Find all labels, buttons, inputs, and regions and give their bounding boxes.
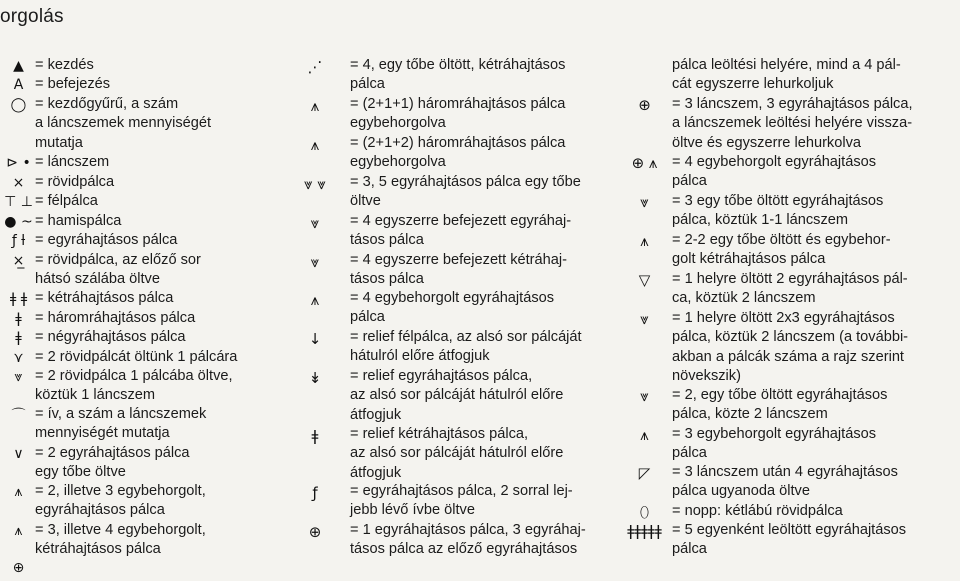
fp-dc-icon: ↡: [308, 369, 322, 387]
slip-stitch-icon: ● ~: [4, 213, 33, 230]
legend-text: = 2-2 egy tőbe öltött és egybehor- golt kétráhajtásos pálca: [672, 232, 891, 268]
legend-text: = egyráhajtásos pálca: [35, 232, 178, 248]
legend-entry: [617, 502, 960, 522]
tr4-decrease-icon: ⩔: [310, 253, 320, 271]
single-crochet-icon: ×: [12, 174, 25, 191]
blank-icon: [617, 56, 672, 76]
legend-text: = 3, 5 egyráhajtásos pálca egy tőbe öltve: [350, 174, 581, 210]
legend-entry: [2, 521, 277, 560]
legend-entry: [617, 56, 960, 95]
v-stitch-icon: ▽: [638, 271, 651, 289]
legend-text: = nopp: kétlábú rövidpálca: [672, 503, 843, 519]
bobble-icon: ⊕: [638, 96, 651, 114]
legend-text: = félpálca: [35, 193, 98, 209]
legend-entry: [2, 56, 277, 75]
legend-text: = 4 egybehorgolt egyráhajtásos pálca: [672, 154, 877, 190]
dc4-cluster-icon: ⩚: [310, 291, 320, 309]
legend-text: = relief egyráhajtásos pálca, az alsó sor pálcáját hátulról előre átfogjuk: [350, 368, 564, 423]
legend-entry: [2, 367, 277, 406]
legend-text: = kezdőgyűrű, a szám a láncszemek mennyiségét mutatja: [35, 96, 212, 151]
legend-text: = 1 egyráhajtásos pálca, 3 egyráhaj- tásos pálca az előző egyráhajtásos: [350, 522, 586, 558]
legend-text: = 2, egy tőbe öltött egyráhajtásos pálca, közte 2 láncszem: [672, 387, 888, 423]
legend-entry: [280, 367, 615, 425]
legend-entry: [2, 558, 277, 577]
circle-ring-icon: ◯: [10, 96, 27, 113]
legend-text: = 3 egy tőbe öltött egyráhajtásos pálca, köztük 1-1 láncszem: [672, 193, 884, 229]
legend-text: = ív, a szám a láncszemek mennyiségét mutatja: [35, 406, 207, 442]
sc-decrease-icon: ⋎: [13, 349, 24, 366]
legend-entry: [617, 231, 960, 270]
legend-entry: [2, 309, 277, 328]
legend-text: = 5 egyenként leöltött egyráhajtásos pálca: [672, 522, 907, 558]
legend-text: = rövidpálca: [35, 174, 115, 190]
nopp-icon: ⬯: [639, 503, 650, 521]
back-loop-sc-icon: ×̲: [12, 252, 25, 269]
legend-entry: [280, 56, 615, 95]
triple-cluster-2-icon: ⩚: [310, 136, 320, 154]
legend-entry: [280, 482, 615, 521]
cluster3-icon: ⩚: [640, 426, 649, 444]
shell-icon: ⩔ ⩔: [304, 175, 326, 193]
legend-text: = 2 rövidpálcát öltünk 1 pálcára: [35, 349, 238, 365]
legend-entry: [617, 95, 960, 153]
puff-stitch-icon: ⊕: [12, 559, 25, 576]
dc4-decrease-icon: ⩔: [310, 214, 320, 232]
legend-text: = 4 egyszerre befejezett kétráhaj- tásos pálca: [350, 252, 567, 288]
v-chain-icon: ⩔: [640, 387, 649, 405]
legend-text: = háromráhajtásos pálca: [35, 310, 196, 326]
legend-text: = 3 láncszem után 4 egyráhajtásos pálca ugyanoda öltve: [672, 464, 898, 500]
legend-entry: [2, 75, 277, 94]
legend-entry: [617, 192, 960, 231]
legend-text: = kétráhajtásos pálca: [35, 290, 174, 306]
legend-entry: [280, 173, 615, 212]
legend-entry: [2, 482, 277, 521]
triple-treble-icon: ǂ: [15, 310, 22, 327]
legend-entry: [280, 251, 615, 290]
treble-crochet-icon: ǂ ǂ: [9, 290, 28, 307]
legend-text: = rövidpálca, az előző sor hátsó szálába öltve: [35, 252, 201, 288]
legend-entry: [280, 521, 615, 560]
double-shell-icon: ⩚: [640, 232, 649, 250]
legend-entry: [2, 173, 277, 192]
legend-text: = hamispálca: [35, 213, 122, 229]
half-double-crochet-icon: ⊤ ⊥: [4, 193, 33, 210]
legend-text: = 2, illetve 3 egybehorgolt, egyráhajtásos pálca: [35, 483, 206, 519]
legend-entry: [617, 425, 960, 464]
arc-icon: ⌒: [11, 407, 26, 424]
legend-entry: [2, 153, 277, 172]
triangle-filled-icon: ▲: [13, 57, 24, 74]
legend-entry: [2, 348, 277, 367]
quad-treble-icon: ǂ: [15, 329, 22, 346]
dc-cluster-icon: ⩚: [14, 483, 23, 500]
legend-text: = 3 egybehorgolt egyráhajtásos pálca: [672, 426, 877, 462]
triangle-outline-icon: A: [13, 76, 24, 93]
legend-text: = 4, egy tőbe öltött, kétráhajtásos pálca: [350, 57, 566, 93]
legend-text: = 2 rövidpálca 1 pálcába öltve, köztük 1 láncszem: [35, 368, 233, 404]
legend-entry: [280, 134, 615, 173]
legend-text: = láncszem: [35, 154, 110, 170]
legend-text: = relief kétráhajtásos pálca, az alsó sor pálcáját hátulról előre átfogjuk: [350, 426, 564, 481]
legend-text: = 4 egyszerre befejezett egyráhaj- tásos pálca: [350, 213, 572, 249]
big-shell-icon: ⩔: [640, 310, 649, 328]
shell-chain-icon: ⩔: [640, 193, 649, 211]
fp-tr-icon: ǂ: [311, 427, 319, 445]
legend-entry: [2, 405, 277, 444]
fan-icon: ⋰: [307, 58, 323, 76]
legend-text: = egyráhajtásos pálca, 2 sorral lej- jebb lévő ívbe öltve: [350, 483, 573, 519]
triple-cluster-icon: ⩚: [310, 97, 320, 115]
legend-entry: [617, 153, 960, 192]
legend-text: = 4 egybehorgolt egyráhajtásos pálca: [350, 290, 555, 326]
sc-chain-fan-icon: ⩔: [14, 368, 23, 385]
legend-entry: [280, 328, 615, 367]
legend-entry: [617, 521, 960, 560]
double-crochet-icon: ƒ ƚ: [11, 232, 26, 249]
legend-text: = 1 helyre öltött 2x3 egyráhajtásos pálca, köztük 2 láncszem (a további- akban a pálcák száma a rajz szerint növekszik): [672, 310, 909, 385]
puff-cluster-icon: ⊕ ⩚: [631, 154, 658, 172]
legend-entry: [617, 309, 960, 387]
legend-entry: [617, 386, 960, 425]
legend-entry: [2, 231, 277, 250]
legend-entry: [280, 425, 615, 483]
legend-entry: [2, 192, 277, 211]
chain-stitch-icon: ⊳ •: [6, 154, 31, 171]
legend-entry: [2, 328, 277, 347]
legend-entry: [617, 270, 960, 309]
legend-entry: [2, 95, 277, 153]
legend-entry: [2, 251, 277, 290]
legend-entry: [2, 212, 277, 231]
page-title: orgolás: [0, 6, 64, 27]
legend-entry: [280, 289, 615, 328]
five-dc-icon: ǂǂǂǂǂ: [627, 522, 662, 540]
spike-dc-icon: ƒ: [312, 484, 318, 502]
legend-text: = kezdés: [35, 57, 94, 73]
legend-entry: [617, 463, 960, 502]
legend-entry: [280, 95, 615, 134]
legend-entry: [2, 444, 277, 483]
legend-entry: [280, 212, 615, 251]
legend-text: = 2 egyráhajtásos pálca egy tőbe öltve: [35, 445, 190, 481]
legend-text: = relief félpálca, az alsó sor pálcáját hátulról előre átfogjuk: [350, 329, 582, 365]
legend-text: = 1 helyre öltött 2 egyráhajtásos pál- ca, köztük 2 láncszem: [672, 271, 908, 307]
legend-text: = (2+1+2) háromráhajtásos pálca egybehorgolva: [350, 135, 566, 171]
dc-increase-icon: ∨: [13, 445, 24, 462]
chain-shell-icon: ◸: [638, 464, 651, 482]
legend-text: = 3 láncszem, 3 egyráhajtásos pálca, a láncszemek leöltési helyére vissza- öltve és egyszerre lehurkolva: [672, 96, 913, 151]
tr-cluster-icon: ⩚: [14, 522, 23, 539]
legend-entry: [2, 289, 277, 308]
legend-text: = befejezés: [35, 76, 111, 92]
fp-hdc-icon: ↓: [308, 330, 322, 348]
legend-text: = 3, illetve 4 egybehorgolt, kétráhajtásos pálca: [35, 522, 206, 558]
legend-text: = (2+1+1) háromráhajtásos pálca egybehorgolva: [350, 96, 566, 132]
popcorn-icon: ⊕: [308, 523, 322, 541]
legend-text: pálca leöltési helyére, mind a 4 pál- cát egyszerre lehurkoljuk: [672, 57, 901, 93]
legend-text: = négyráhajtásos pálca: [35, 329, 186, 345]
